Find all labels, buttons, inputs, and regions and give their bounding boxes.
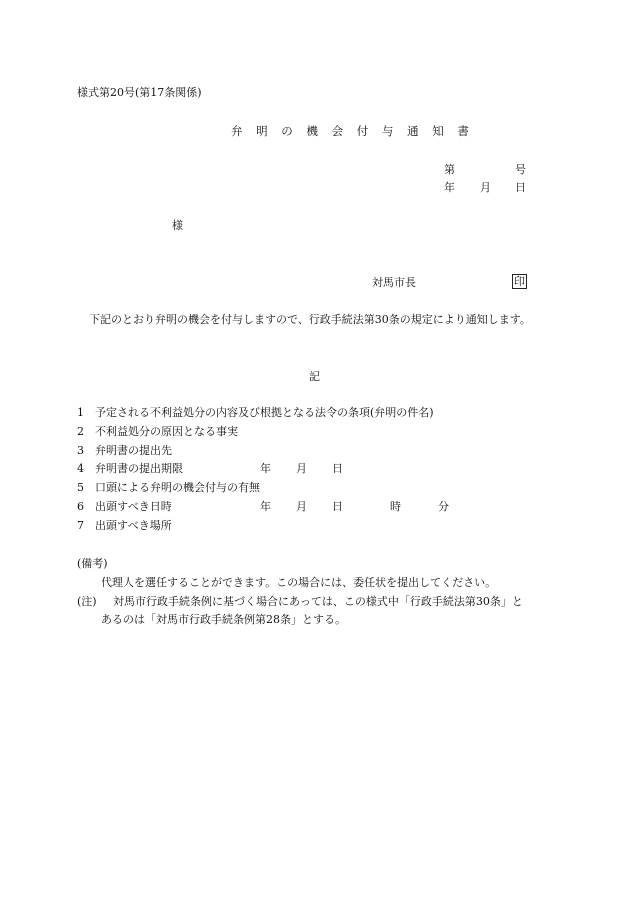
date-month: 月 [480,181,491,194]
date-year: 年 [444,181,455,194]
remarks-text: 代理人を選任することができます。この場合には、委任状を提出してください。 [101,576,497,589]
item-number: 7 [77,519,84,532]
doc-number-prefix: 第 [444,163,455,176]
item-label: 不利益処分の原因となる事実 [95,425,238,438]
doc-number-suffix: 号 [515,163,526,176]
item-label: 予定される不利益処分の内容及び根拠となる法令の条項(弁明の件名) [95,406,434,419]
appearance-hour: 時 [390,500,401,513]
document-title: 弁 明 の 機 会 付 与 通 知 書 [231,124,474,138]
item-label: 出頭すべき場所 [95,519,172,532]
item-number: 3 [77,444,84,457]
deadline-day: 日 [332,462,343,475]
item-number: 2 [77,425,84,438]
item-label: 弁明書の提出期限 [95,462,183,475]
form-id: 様式第20号(第17条関係) [77,86,202,99]
appearance-month: 月 [296,500,307,513]
issuer-name: 対馬市長 [372,276,416,289]
note-line-2: あるのは「対馬市行政手続条例第28条」とする。 [101,613,346,626]
seal-label: 印 [514,275,525,288]
item-label: 口頭による弁明の機会付与の有無 [95,481,260,494]
item-label: 出頭すべき日時 [95,500,172,513]
item-number: 6 [77,500,84,513]
date-day: 日 [515,181,526,194]
seal-mark [512,274,527,289]
deadline-month: 月 [296,462,307,475]
deadline-year: 年 [260,462,271,475]
item-number: 4 [77,462,84,475]
appearance-minute: 分 [438,500,449,513]
body-paragraph: 下記のとおり弁明の機会を付与しますので、行政手続法第30条の規定により通知します。 [89,313,531,326]
item-number: 5 [77,481,84,494]
note-label: (注) [77,595,97,608]
item-label: 弁明書の提出先 [95,444,172,457]
ki-heading: 記 [309,370,320,383]
appearance-year: 年 [260,500,271,513]
addressee-honorific: 様 [172,219,183,232]
note-line-1: 対馬市行政手続条例に基づく場合にあっては、この様式中「行政手続法第30条」と [113,595,523,608]
appearance-day: 日 [332,500,343,513]
item-number: 1 [77,406,84,419]
remarks-heading: (備考) [77,557,108,570]
